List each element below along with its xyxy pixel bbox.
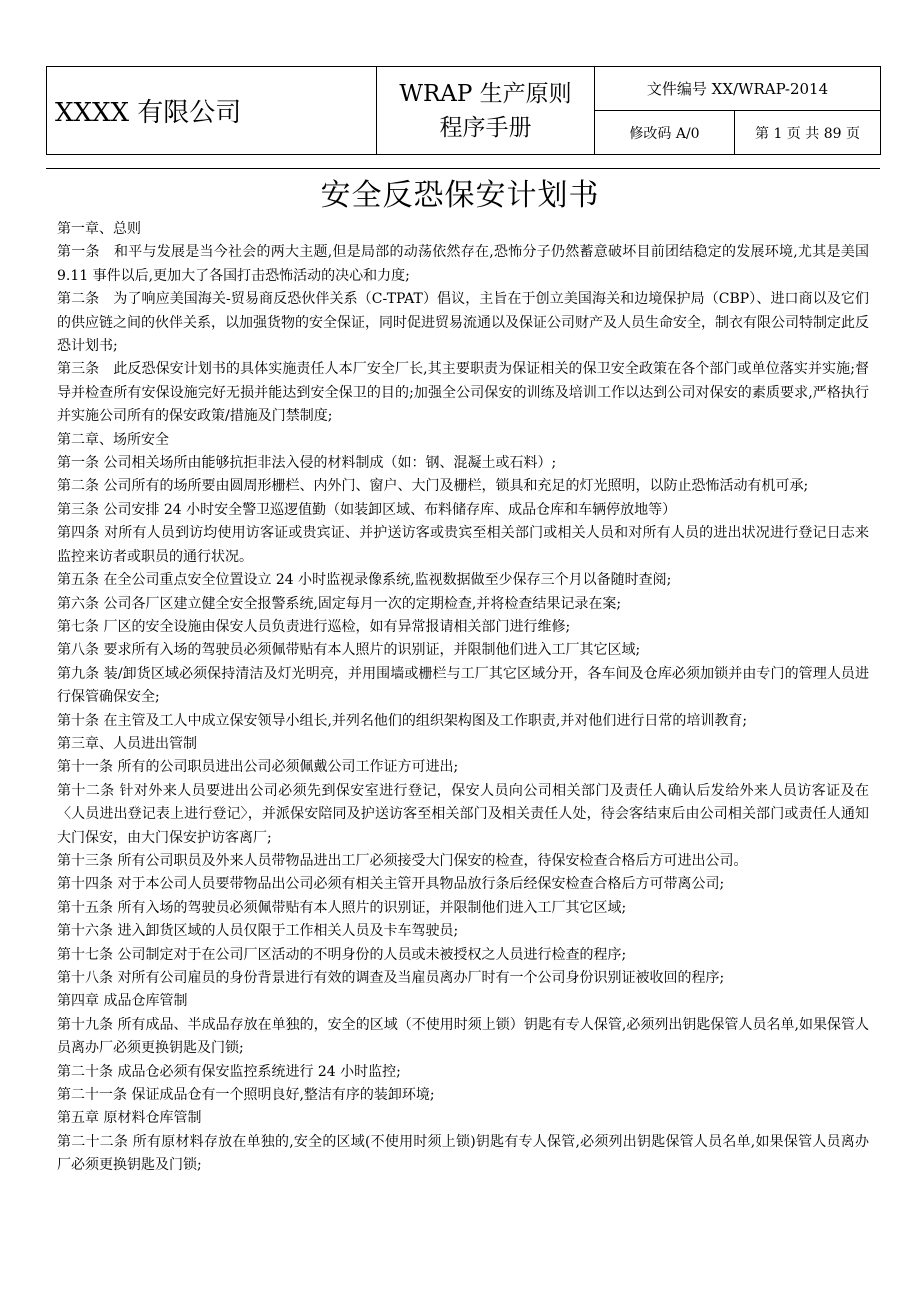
paragraph: 第二条 公司所有的场所要由圆周形栅栏、内外门、窗户、大门及栅栏，锁具和充足的灯光照明，以防止恐怖活动有机可承; <box>57 478 809 495</box>
paragraph: 第一条 公司相关场所由能够抗拒非法入侵的材料制成（如：钢、混凝土或石料）; <box>57 455 557 472</box>
revision-code: 修改码 A/0 <box>595 111 735 155</box>
paragraph: 第二条 为了响应美国海关-贸易商反恐伙伴关系（C-TPAT）倡议，主旨在于创立美国海关和边境保护局（CBP）、进口商以及它们的供应链之间的伙伴关系，以加强货物的安全保证，同时促进贸易流通以及保证公司财产及人员生命安全，制衣有限公司特制定此反恐计划书; <box>57 291 869 355</box>
paragraph: 第八条 要求所有入场的驾驶员必须佩带贴有本人照片的识别证，并限制他们进入工厂其它区域; <box>57 642 641 659</box>
manual-title-cell <box>377 67 595 155</box>
paragraph: 第二十条 成品仓必须有保安监控系统进行 24 小时监控; <box>57 1063 401 1080</box>
paragraph: 第一条 和平与发展是当今社会的两大主题,但是局部的动荡依然存在,恐怖分子仍然蓄意破坏目前团结稳定的发展环境,尤其是美国 9.11 事件以后,更加大了各国打击恐怖活动的决心和力度; <box>57 244 869 284</box>
paragraph: 第五条 在全公司重点安全位置设立 24 小时监视录像系统,监视数据做至少保存三个月以备随时查阅; <box>57 572 672 589</box>
paragraph: 第四条 对所有人员到访均使用访客证或贵宾证、并护送访客或贵宾至相关部门或相关人员和对所有人员的进出状况进行登记日志来监控来访者或职员的通行状况。 <box>57 525 869 565</box>
paragraph: 第三章、人员进出管制 <box>57 735 197 752</box>
paragraph: 第十八条 对所有公司雇员的身份背景进行有效的调查及当雇员离办厂时有一个公司身份识别证被收回的程序; <box>57 970 725 986</box>
paragraph: 第十四条 对于本公司人员要带物品出公司必须有相关主管开具物品放行条后经保安检查合格后方可带离公司; <box>57 876 725 893</box>
paragraph: 第二章、场所安全 <box>57 431 169 448</box>
document-number: 文件编号 XX/WRAP-2014 <box>595 67 881 111</box>
paragraph: 第十一条 所有的公司职员进出公司必须佩戴公司工作证方可进出; <box>57 759 459 776</box>
paragraph: 第三条 公司安排 24 小时安全警卫巡逻值勤（如装卸区域、布料储存库、成品仓库和车辆停放地等） <box>57 501 677 518</box>
paragraph: 第十二条 针对外来人员要进出公司必须先到保安室进行登记，保安人员向公司相关部门及责任人确认后发给外来人员访客证及在〈人员进出登记表上进行登记〉，并派保安陪同及护送访客至相关部门及相关责任人处，待会客结束后由公司相关部门或责任人通知大门保安，由大门保安护访客离厂; <box>57 782 869 846</box>
paragraph: 第十条 在主管及工人中成立保安领导小组长,并列名他们的组织架构图及工作职责,并对他们进行日常的培训教育; <box>57 712 748 729</box>
header-divider <box>46 168 880 169</box>
page-info: 第 1 页 共 89 页 <box>735 111 881 155</box>
paragraph: 第二十二条 所有原材料存放在单独的,安全的区域(不使用时须上锁)钥匙有专人保管,必须列出钥匙保管人员名单,如果保管人员离办厂必须更换钥匙及门锁; <box>57 1133 869 1174</box>
paragraph: 第十五条 所有入场的驾驶员必须佩带贴有本人照片的识别证，并限制他们进入工厂其它区域; <box>57 899 627 916</box>
paragraph: 第十六条 进入卸货区域的人员仅限于工作相关人员及卡车驾驶员; <box>57 923 459 940</box>
paragraph: 第六条 公司各厂区建立健全安全报警系统,固定每月一次的定期检查,并将检查结果记录在案; <box>57 595 622 612</box>
document-body <box>57 218 869 1178</box>
paragraph: 第十九条 所有成品、半成品存放在单独的，安全的区域（不使用时须上锁）钥匙有专人保管,必须列出钥匙保管人员名单,如果保管人员离办厂必须更换钥匙及门锁; <box>57 1016 869 1057</box>
paragraph: 第十七条 公司制定对于在公司厂区活动的不明身份的人员或未被授权之人员进行检查的程序; <box>57 946 627 963</box>
paragraph: 第九条 装/卸货区域必须保持清洁及灯光明亮，并用围墙或栅栏与工厂其它区域分开，各车间及仓库必须加锁并由专门的管理人员进行保管确保安全; <box>57 665 869 706</box>
document-title: 安全反恐保安计划书 <box>320 178 600 213</box>
paragraph: 第七条 厂区的安全设施由保安人员负责进行巡检，如有异常报请相关部门进行维修; <box>57 618 571 635</box>
company-name: XXXX 有限公司 <box>47 67 377 155</box>
paragraph: 第十三条 所有公司职员及外来人员带物品进出工厂必须接受大门保安的检查，待保安检查合格后方可进出公司。 <box>57 852 748 869</box>
paragraph: 第二十一条 保证成品仓有一个照明良好,整洁有序的装卸环境; <box>57 1087 435 1104</box>
manual-title-line2: 程序手册 <box>439 114 532 141</box>
manual-title-line1: WRAP 生产原则 <box>399 80 572 107</box>
paragraph: 第三条 此反恐保安计划书的具体实施责任人本厂安全厂长,其主要职责为保证相关的保卫安全政策在各个部门或单位落实并实施;督导并检查所有安保设施完好无损并能达到安全保卫的目的;加强全公司保安的训练及培训工作以达到公司对保安的素质要求,严格执行并实施公司所有的保安政策/措施及门禁制度; <box>57 361 869 425</box>
paragraph: 第五章 原材料仓库管制 <box>57 1110 202 1127</box>
paragraph: 第四章 成品仓库管制 <box>57 993 188 1010</box>
document-header-table <box>46 66 881 155</box>
paragraph: 第一章、总则 <box>57 221 141 237</box>
